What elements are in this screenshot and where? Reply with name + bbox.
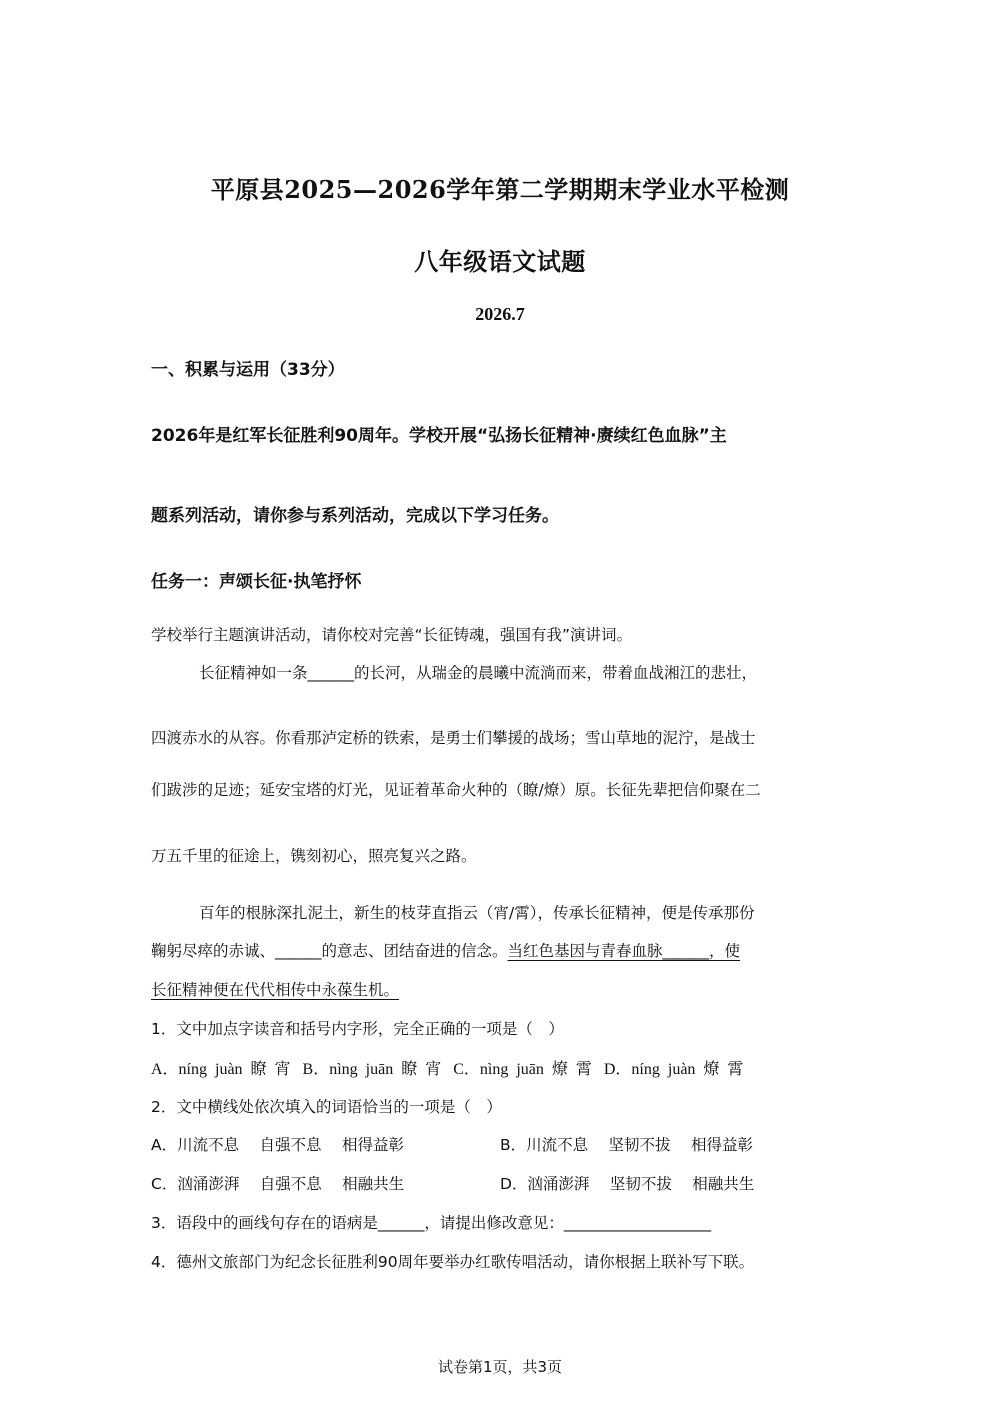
exam-date: 2026.7 [475, 304, 525, 324]
passage-p2-line-1: 百年的根脉深扎泥土，新生的枝芽直指云（宵/霄），传承长征精神，便是传承那份 [199, 904, 755, 922]
passage-p1-line-1: 长征精神如一条______的长河，从瑞金的晨曦中流淌而来，带着血战湘江的悲壮， [199, 664, 758, 682]
exam-subtitle: 八年级语文试题 [414, 247, 586, 276]
passage-p1-line-4: 万五千里的征途上，镌刻初心，照亮复兴之路。 [151, 847, 477, 865]
question-2-option-b: B．川流不息 坚韧不拔 相得益彰 [500, 1136, 753, 1154]
question-2-option-c: C．汹涌澎湃 自强不息 相融共生 [151, 1175, 405, 1193]
task-heading: 任务一：声颂长征·执笔抒怀 [151, 572, 362, 592]
question-3: 3．语段中的画线句存在的语病是______，请提出修改意见：___________________ [151, 1214, 712, 1232]
underlined-sentence-part-2: 长征精神便在代代相传中永葆生机。 [151, 981, 400, 999]
question-2-option-a: A．川流不息 自强不息 相得益彰 [151, 1136, 404, 1154]
passage-p1-line-3: 们跋涉的足迹；延安宝塔的灯光，见证着革命火种的（瞭/燎）原。长征先辈把信仰聚在二 [151, 781, 761, 799]
question-4: 4．德州文旅部门为纪念长征胜利90周年要举办红歌传唱活动，请你根据上联补写下联。 [151, 1253, 755, 1271]
question-2-option-d: D．汹涌澎湃 坚韧不拔 相融共生 [500, 1175, 755, 1193]
exam-title: 平原县2025—2026学年第二学期期末学业水平检测 [210, 175, 790, 204]
passage-p1-line-2: 四渡赤水的从容。你看那泸定桥的铁索，是勇士们攀援的战场；雪山草地的泥泞，是战士 [151, 729, 756, 747]
page-footer: 试卷第1页，共3页 [437, 1358, 563, 1376]
question-1-options: A．níng juàn 瞭 宵 B．nìng juān 瞭 宵 C．nìng juān 燎 霄 D．níng juàn 燎 霄 [151, 1061, 744, 1078]
passage-p2-line-2-plain: 鞠躬尽瘁的赤诚、______的意志、团结奋进的信念。 [151, 942, 508, 960]
question-2: 2．文中横线处依次填入的词语恰当的一项是（ ） [151, 1098, 502, 1116]
section-intro-line-1: 2026年是红军长征胜利90周年。学校开展“弘扬长征精神·赓续红色血脉”主 [151, 426, 727, 446]
question-1: 1．文中加点字读音和括号内字形，完全正确的一项是（ ） [151, 1020, 564, 1038]
section-intro-line-2: 题系列活动，请你参与系列活动，完成以下学习任务。 [151, 506, 559, 526]
passage-p2-line-2 [151, 939, 740, 961]
section-heading: 一、积累与运用（33分） [151, 360, 345, 380]
task-lead: 学校举行主题演讲活动，请你校对完善“长征铸魂，强国有我”演讲词。 [151, 626, 633, 644]
underlined-sentence-part-1: 当红色基因与青春血脉______，使 [507, 942, 741, 960]
